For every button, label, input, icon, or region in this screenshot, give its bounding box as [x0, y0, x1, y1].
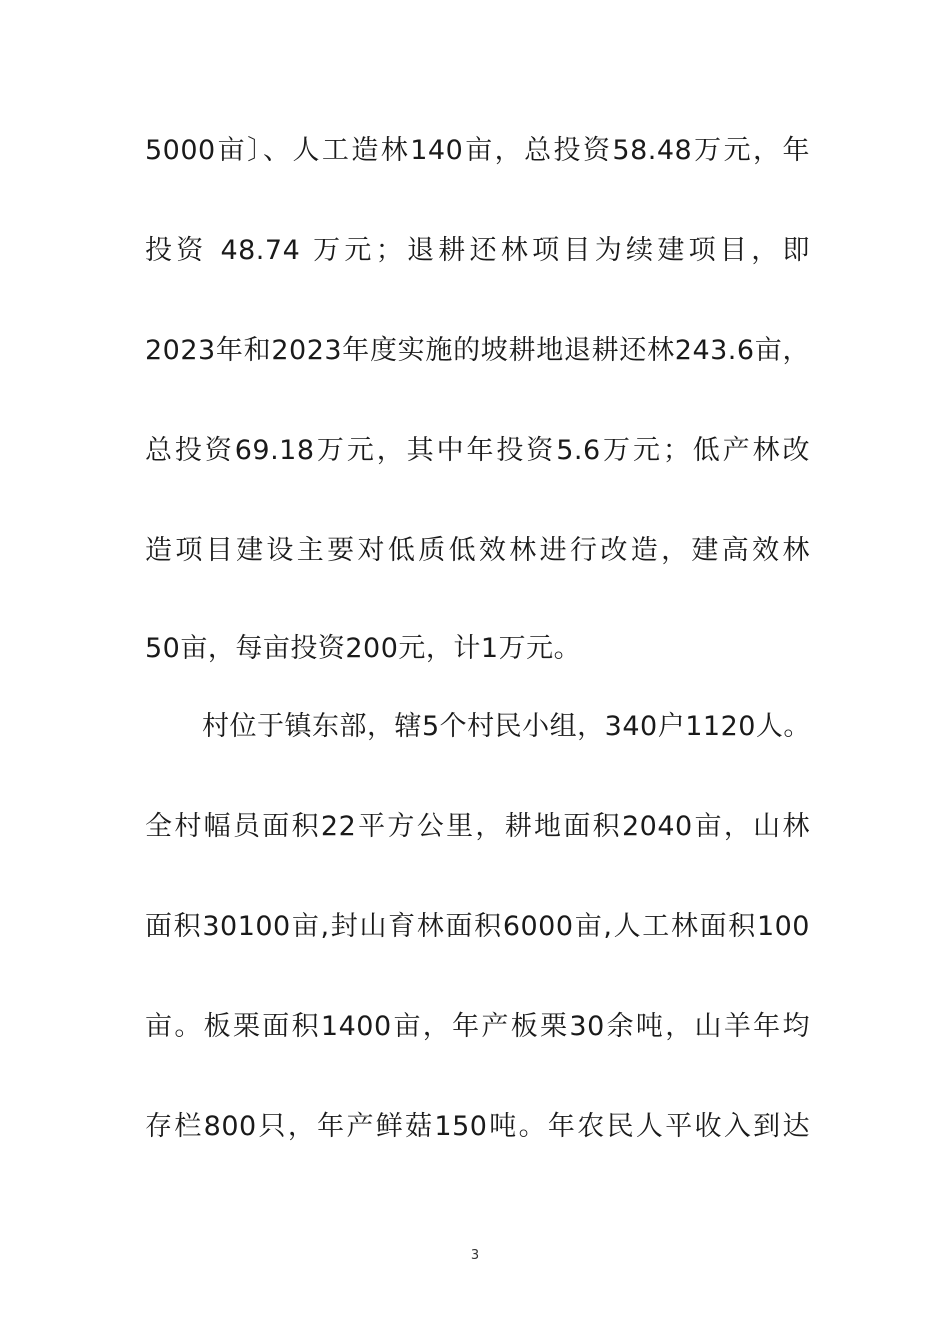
text-line-9: 面积30100亩,封山育林面积6000亩,人工林面积100: [145, 911, 810, 942]
text-line-5: 造项目建设主要对低质低效林进行改造，建高效林: [145, 535, 810, 566]
text-line-3: 2023年和2023年度实施的坡耕地退耕还林243.6亩，: [145, 335, 810, 366]
page-number: 3: [470, 1248, 480, 1263]
text-line-1: 5000亩〕、人工造林140亩，总投资58.48万元，年: [145, 135, 810, 166]
text-line-2: 投资 48.74 万元；退耕还林项目为续建项目，即: [145, 235, 810, 266]
text-line-8: 全村幅员面积22平方公里，耕地面积2040亩，山林: [145, 811, 810, 842]
text-line-11: 存栏800只，年产鲜菇150吨。年农民人平收入到达: [145, 1111, 810, 1142]
text-line-6: 50亩，每亩投资200元，计1万元。: [145, 633, 582, 664]
text-line-10: 亩。板栗面积1400亩，年产板栗30余吨，山羊年均: [145, 1011, 810, 1042]
text-line-4: 总投资69.18万元，其中年投资5.6万元；低产林改: [145, 435, 810, 466]
paragraph-first-line: 村位于镇东部，辖5个村民小组，340户1120人。: [202, 711, 811, 742]
